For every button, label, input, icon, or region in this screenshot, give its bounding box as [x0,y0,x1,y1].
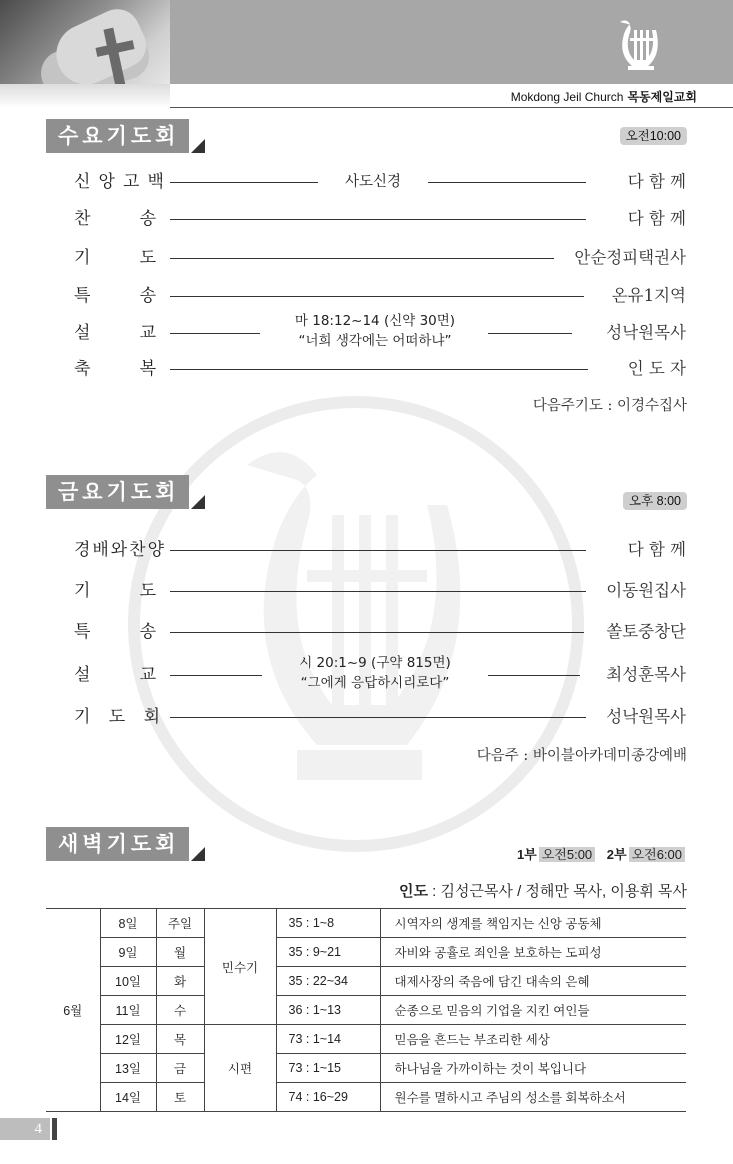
theme-cell: 자비와 공휼로 죄인을 보호하는 도피성 [380,938,686,967]
day-cell: 수 [156,996,204,1025]
order-row [74,207,686,231]
harp-logo-icon [614,16,666,74]
order-person: 성낙원목사 [606,323,686,342]
ref-cell: 73 : 1~14 [276,1025,380,1054]
church-name-en: Mokdong Jeil Church [510,90,624,104]
order-label: 기 도 [74,248,156,268]
table-row [46,938,686,967]
theme-cell: 원수를 멸하시고 주님의 성소를 회복하소서 [380,1083,686,1112]
theme-cell: 하나님을 가까이하는 것이 복입니다 [380,1054,686,1083]
order-row [74,284,686,308]
table-row [46,967,686,996]
order-person: 안순정피택권사 [574,248,686,267]
date-cell: 9일 [100,938,156,967]
leader-label: 인도 [398,883,428,900]
next-week-prayer: 다음주기도 : 이경수집사 [532,398,687,414]
table-row [46,1083,686,1112]
order-person: 인 도 자 [627,359,686,378]
sermon-passage: 마 18:12~14 (신약 30면) [294,313,456,329]
corner-arrow-icon [191,495,205,509]
leader-line [488,675,580,676]
part1-time: 오전5:00 [539,847,595,862]
ref-cell: 36 : 1~13 [276,996,380,1025]
order-person: 쏠토중창단 [606,622,686,641]
order-label: 기 도 회 [74,707,160,727]
header-rule [170,107,733,108]
ref-cell: 35 : 22~34 [276,967,380,996]
date-cell: 8일 [100,909,156,938]
leader-line [170,550,586,551]
corner-arrow-icon [191,139,205,153]
wednesday-title-text: 수요기도회 [58,124,180,148]
ref-cell: 74 : 16~29 [276,1083,380,1112]
book-cell: 시편 [204,1025,276,1112]
leader-line [488,333,572,334]
leader-line [170,675,262,676]
order-row [74,655,686,691]
theme-cell: 믿음을 흔드는 부조리한 세상 [380,1025,686,1054]
order-row [74,170,686,194]
book-cell: 민수기 [204,909,276,1025]
day-cell: 화 [156,967,204,996]
leader-line [170,717,586,718]
friday-section-title [46,475,189,509]
theme-cell: 시역자의 생계를 책임지는 신앙 공동체 [380,909,686,938]
leader-line [170,258,554,259]
order-person: 최성훈목사 [606,665,686,684]
day-cell: 월 [156,938,204,967]
date-cell: 13일 [100,1054,156,1083]
order-person: 다 함 께 [627,172,686,191]
order-label: 기 도 [74,581,156,601]
day-cell: 금 [156,1054,204,1083]
leader-line [170,219,586,220]
date-cell: 12일 [100,1025,156,1054]
ref-cell: 35 : 1~8 [276,909,380,938]
order-row [74,620,686,644]
wednesday-section-title [46,119,189,153]
order-person: 다 함 께 [627,209,686,228]
sermon-passage: 시 20:1~9 (구약 815면) [299,655,451,671]
order-label: 경 배 와 찬 양 [74,540,164,560]
table-row [46,1054,686,1083]
month-cell: 6월 [46,909,100,1112]
leader-line [170,333,260,334]
dawn-schedule-table [46,908,686,1112]
part2-label: 2부 [606,847,627,862]
corner-arrow-icon [191,847,205,861]
order-row [74,313,686,349]
dawn-section-title [46,827,189,861]
leader-line [170,632,584,633]
theme-cell: 순종으로 믿음의 기업을 지킨 여인들 [380,996,686,1025]
page-number-bar [52,1118,57,1140]
date-cell: 11일 [100,996,156,1025]
table-row [46,909,686,938]
order-label: 특 송 [74,286,156,306]
sermon-info [270,311,480,351]
dawn-title-text: 새벽기도회 [58,832,180,856]
leader-line [170,591,586,592]
order-label: 찬 송 [74,209,156,229]
order-person: 온유1지역 [611,286,686,305]
table-row [46,1025,686,1054]
leader-line [170,296,584,297]
day-cell: 토 [156,1083,204,1112]
friday-title-text: 금요기도회 [58,480,180,504]
leader-line [428,182,586,183]
next-week-event: 다음주 : 바이블아카데미종강예배 [476,748,687,764]
ref-cell: 73 : 1~15 [276,1054,380,1083]
date-cell: 10일 [100,967,156,996]
order-row [74,357,686,381]
order-label: 설 교 [74,323,156,343]
table-row [46,996,686,1025]
order-person: 성낙원목사 [606,707,686,726]
order-middle: 사도신경 [344,174,402,190]
order-label: 축 복 [74,359,156,379]
page-number: 4 [0,1118,50,1140]
order-label: 신 앙 고 백 [74,172,164,192]
day-cell: 주일 [156,909,204,938]
order-label: 특 송 [74,622,156,642]
theme-cell: 대제사장의 죽음에 담긴 대속의 은혜 [380,967,686,996]
church-name [511,88,697,105]
dawn-times [517,844,685,863]
ref-cell: 35 : 9~21 [276,938,380,967]
sermon-title: “그에게 응답하시리로다” [300,675,450,691]
sermon-info [270,653,480,693]
church-name-ko: 목동제일교회 [627,90,697,104]
part2-time: 오전6:00 [629,847,685,862]
order-label: 설 교 [74,665,156,685]
friday-time-badge: 오후 8:00 [623,492,687,510]
leader-line [170,369,588,370]
order-row [74,705,686,729]
order-row [74,579,686,603]
wednesday-time-badge: 오전10:00 [620,127,687,145]
dawn-leaders [399,880,687,901]
date-cell: 14일 [100,1083,156,1112]
order-row [74,538,686,562]
order-person: 이동원집사 [606,581,686,600]
day-cell: 목 [156,1025,204,1054]
order-row [74,246,686,270]
praying-hands-photo [0,0,170,108]
leader-line [170,182,318,183]
leader-names: : 김성근목사 / 정해만 목사, 이용휘 목사 [432,883,687,900]
order-person: 다 함 께 [627,540,686,559]
part1-label: 1부 [516,847,537,862]
sermon-title: “너희 생각에는 어떠하냐” [298,333,452,349]
